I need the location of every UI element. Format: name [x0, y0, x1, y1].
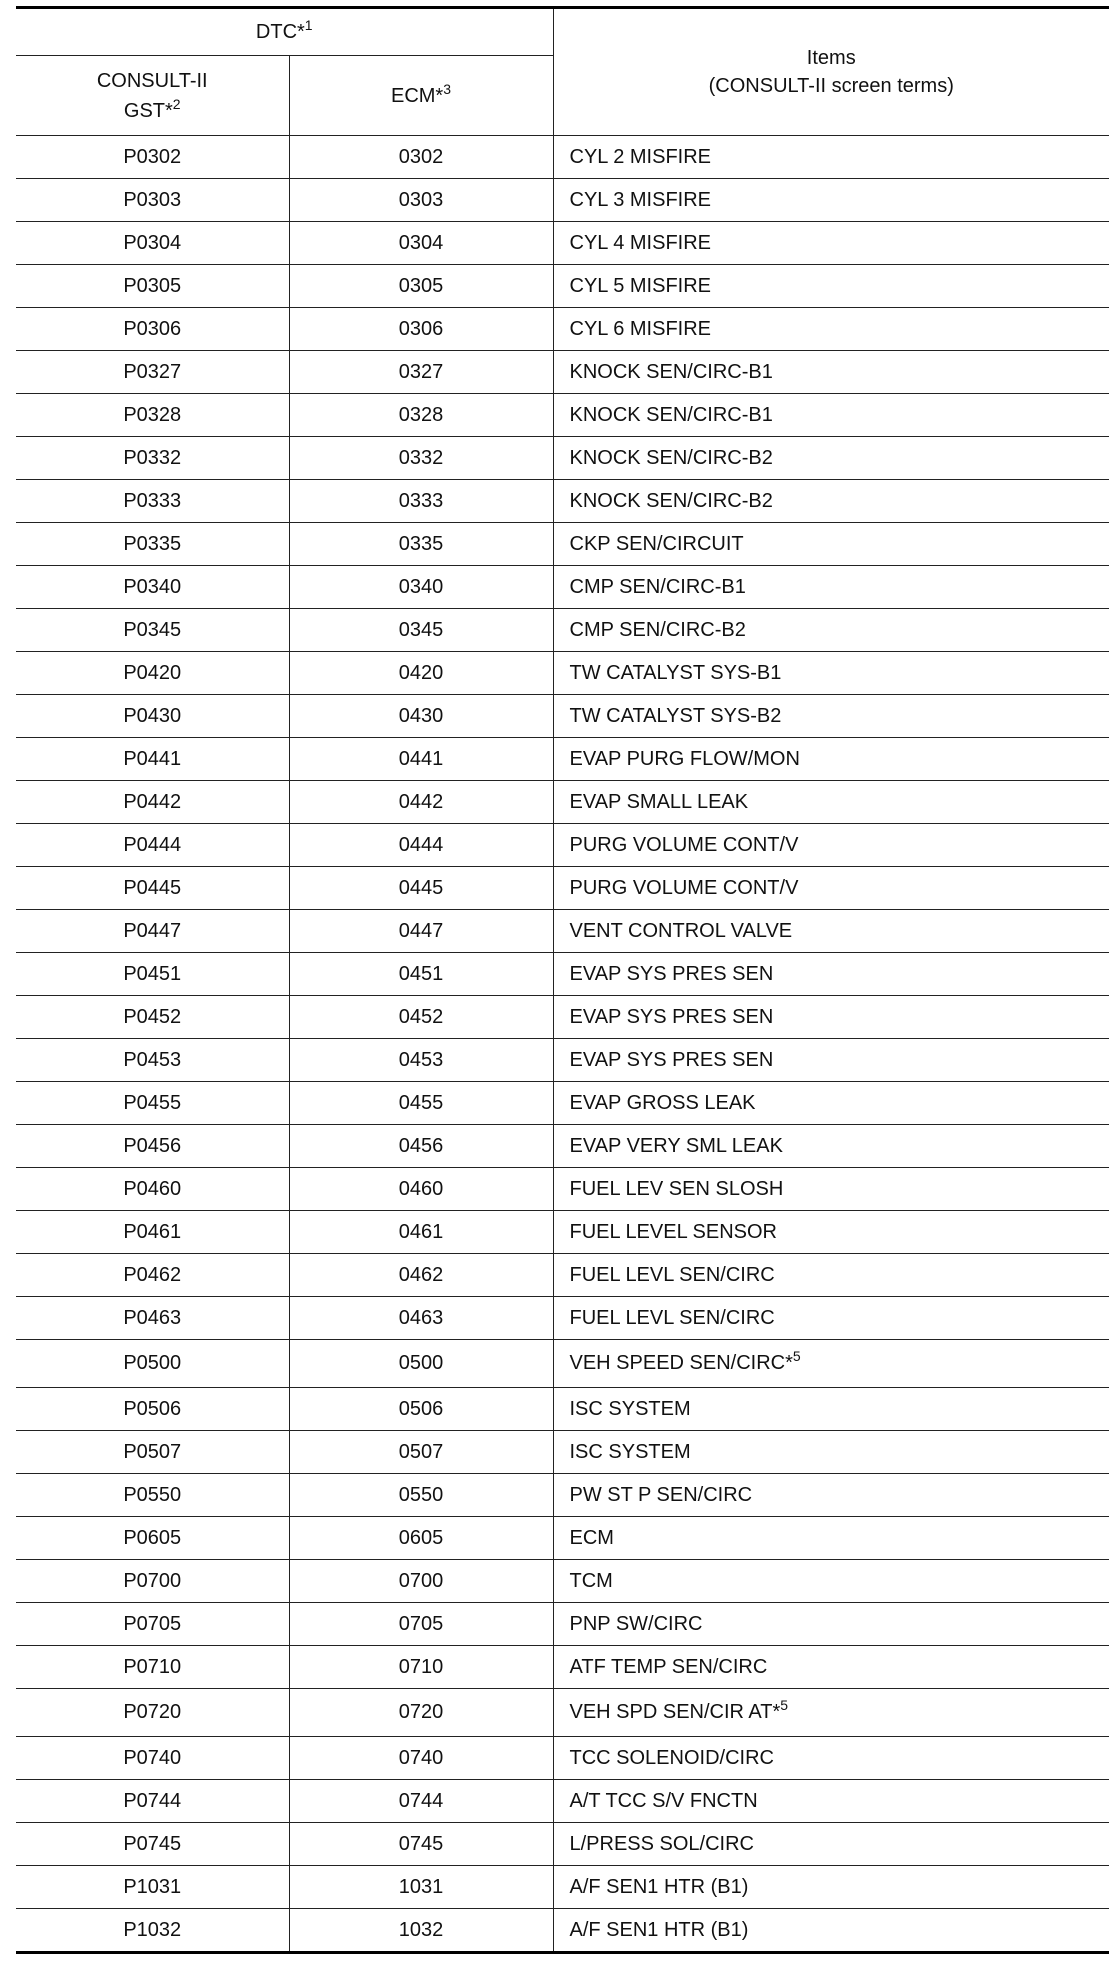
item-cell [553, 222, 1109, 265]
item-text: L/PRESS SOL/CIRC [569, 1832, 755, 1855]
table-row [16, 824, 1109, 867]
item-cell [553, 1737, 1109, 1780]
item-text: EVAP SYS PRES SEN [569, 1048, 774, 1071]
items-header [553, 8, 1109, 136]
gst-code-cell: P0744 [16, 1780, 289, 1823]
gst-code-cell: P0453 [16, 1039, 289, 1082]
table-row [16, 265, 1109, 308]
item-cell [553, 308, 1109, 351]
item-text: CKP SEN/CIRCUIT [569, 532, 744, 555]
ecm-code-cell: 0507 [289, 1431, 553, 1474]
table-row [16, 1168, 1109, 1211]
ecm-code-cell: 0445 [289, 867, 553, 910]
gst-code-cell: P0455 [16, 1082, 289, 1125]
item-text: EVAP SYS PRES SEN [569, 962, 774, 985]
table-row [16, 523, 1109, 566]
item-cell [553, 652, 1109, 695]
item-cell [553, 1168, 1109, 1211]
ecm-code-cell: 0333 [289, 480, 553, 523]
gst-code-cell: P0700 [16, 1560, 289, 1603]
ecm-code-cell: 0710 [289, 1646, 553, 1689]
item-text: EVAP SMALL LEAK [569, 790, 749, 813]
table-row [16, 867, 1109, 910]
items-header-line1: Items [806, 47, 856, 69]
table-row [16, 1737, 1109, 1780]
table-row [16, 609, 1109, 652]
consult-header-line1: CONSULT-II [96, 69, 208, 92]
table-row [16, 1082, 1109, 1125]
gst-code-cell: P0327 [16, 351, 289, 394]
item-text: ISC SYSTEM [569, 1397, 691, 1420]
ecm-code-cell: 0705 [289, 1603, 553, 1646]
item-cell [553, 1823, 1109, 1866]
gst-code-cell: P0507 [16, 1431, 289, 1474]
item-text: FUEL LEVL SEN/CIRC [569, 1263, 775, 1286]
gst-code-cell: P0500 [16, 1340, 289, 1388]
gst-code-cell: P0345 [16, 609, 289, 652]
ecm-code-cell: 1032 [289, 1909, 553, 1953]
item-cell [553, 609, 1109, 652]
gst-code-cell: P0420 [16, 652, 289, 695]
ecm-code-cell: 0430 [289, 695, 553, 738]
table-header [16, 8, 1109, 136]
ecm-code-cell: 0447 [289, 910, 553, 953]
table-row [16, 1125, 1109, 1168]
table-row [16, 1909, 1109, 1953]
item-cell [553, 910, 1109, 953]
gst-code-cell: P0444 [16, 824, 289, 867]
table-row [16, 695, 1109, 738]
table-row [16, 1297, 1109, 1340]
table-row [16, 1388, 1109, 1431]
item-text: FUEL LEVL SEN/CIRC [569, 1306, 775, 1329]
item-text: CYL 4 MISFIRE [569, 231, 712, 254]
item-cell [553, 1866, 1109, 1909]
item-text: TCC SOLENOID/CIRC [569, 1746, 774, 1769]
table-row [16, 136, 1109, 179]
ecm-code-cell: 0720 [289, 1689, 553, 1737]
ecm-code-cell: 0744 [289, 1780, 553, 1823]
dtc-header-label: DTC* [255, 21, 305, 43]
ecm-code-cell: 0420 [289, 652, 553, 695]
ecm-code-cell: 0444 [289, 824, 553, 867]
item-cell [553, 1039, 1109, 1082]
item-text: PNP SW/CIRC [569, 1612, 703, 1635]
gst-code-cell: P0451 [16, 953, 289, 996]
item-text: VENT CONTROL VALVE [569, 919, 793, 942]
table-row [16, 1517, 1109, 1560]
table-row [16, 437, 1109, 480]
item-text: ISC SYSTEM [569, 1440, 691, 1463]
ecm-code-cell: 1031 [289, 1866, 553, 1909]
item-cell [553, 1297, 1109, 1340]
item-cell [553, 351, 1109, 394]
item-cell [553, 1388, 1109, 1431]
ecm-code-cell: 0461 [289, 1211, 553, 1254]
item-cell [553, 781, 1109, 824]
item-text: FUEL LEV SEN SLOSH [569, 1177, 784, 1200]
item-text: EVAP VERY SML LEAK [569, 1134, 783, 1157]
ecm-code-cell: 0451 [289, 953, 553, 996]
table-row [16, 738, 1109, 781]
item-cell [553, 1517, 1109, 1560]
table-row [16, 1603, 1109, 1646]
ecm-code-cell: 0462 [289, 1254, 553, 1297]
item-cell [553, 996, 1109, 1039]
ecm-code-cell: 0700 [289, 1560, 553, 1603]
item-text: EVAP PURG FLOW/MON [569, 747, 800, 770]
item-text: TW CATALYST SYS-B2 [569, 704, 782, 727]
item-cell [553, 1125, 1109, 1168]
gst-code-cell: P1031 [16, 1866, 289, 1909]
gst-code-cell: P0550 [16, 1474, 289, 1517]
ecm-code-cell: 0442 [289, 781, 553, 824]
gst-code-cell: P0303 [16, 179, 289, 222]
gst-code-cell: P0447 [16, 910, 289, 953]
ecm-code-cell: 0441 [289, 738, 553, 781]
item-cell [553, 738, 1109, 781]
item-text: VEH SPEED SEN/CIRC* [569, 1352, 793, 1374]
item-cell [553, 1431, 1109, 1474]
table-row [16, 308, 1109, 351]
item-text: CYL 2 MISFIRE [569, 145, 712, 168]
gst-code-cell: P0506 [16, 1388, 289, 1431]
gst-code-cell: P0430 [16, 695, 289, 738]
ecm-code-cell: 0745 [289, 1823, 553, 1866]
gst-code-cell: P0304 [16, 222, 289, 265]
ecm-code-cell: 0455 [289, 1082, 553, 1125]
gst-code-cell: P0442 [16, 781, 289, 824]
item-text: ECM [569, 1526, 614, 1549]
table-row [16, 910, 1109, 953]
item-text: CMP SEN/CIRC-B2 [569, 618, 746, 641]
table-row [16, 1474, 1109, 1517]
table-body [16, 136, 1109, 1953]
item-cell [553, 867, 1109, 910]
ecm-code-cell: 0304 [289, 222, 553, 265]
item-cell [553, 953, 1109, 996]
item-cell [553, 179, 1109, 222]
item-text: PW ST P SEN/CIRC [569, 1483, 753, 1506]
table-row [16, 566, 1109, 609]
gst-code-cell: P0710 [16, 1646, 289, 1689]
ecm-code-cell: 0306 [289, 308, 553, 351]
item-cell [553, 136, 1109, 179]
table-row [16, 1560, 1109, 1603]
item-text: EVAP GROSS LEAK [569, 1091, 756, 1114]
items-header-line2: (CONSULT-II screen terms) [708, 75, 954, 97]
gst-code-cell: P0460 [16, 1168, 289, 1211]
gst-code-cell: P0340 [16, 566, 289, 609]
gst-code-cell: P0335 [16, 523, 289, 566]
gst-code-cell: P0328 [16, 394, 289, 437]
ecm-code-cell: 0452 [289, 996, 553, 1039]
item-text: KNOCK SEN/CIRC-B1 [569, 403, 773, 426]
table-row [16, 1039, 1109, 1082]
item-text: FUEL LEVEL SENSOR [569, 1220, 777, 1243]
table-row [16, 953, 1109, 996]
gst-code-cell: P0452 [16, 996, 289, 1039]
item-cell [553, 265, 1109, 308]
ecm-code-cell: 0550 [289, 1474, 553, 1517]
ecm-code-cell: 0460 [289, 1168, 553, 1211]
gst-code-cell: P0461 [16, 1211, 289, 1254]
gst-code-cell: P0305 [16, 265, 289, 308]
gst-code-cell: P0333 [16, 480, 289, 523]
item-text: TCM [569, 1569, 613, 1592]
item-cell [553, 523, 1109, 566]
item-cell [553, 1780, 1109, 1823]
item-footnote: 5 [780, 1697, 789, 1713]
table-row [16, 1646, 1109, 1689]
table-row [16, 996, 1109, 1039]
gst-code-cell: P0745 [16, 1823, 289, 1866]
ecm-header-label: ECM* [390, 84, 444, 107]
item-text: KNOCK SEN/CIRC-B2 [569, 489, 773, 512]
item-cell [553, 1689, 1109, 1737]
item-cell [553, 1603, 1109, 1646]
gst-code-cell: P0332 [16, 437, 289, 480]
gst-header-footnote: 2 [172, 95, 181, 112]
gst-header-label: GST* [123, 99, 173, 122]
ecm-code-cell: 0605 [289, 1517, 553, 1560]
item-cell [553, 1909, 1109, 1953]
item-text: KNOCK SEN/CIRC-B2 [569, 446, 773, 469]
table-row [16, 1823, 1109, 1866]
ecm-code-cell: 0340 [289, 566, 553, 609]
gst-code-cell: P0605 [16, 1517, 289, 1560]
ecm-header [289, 56, 553, 136]
table-row [16, 351, 1109, 394]
item-footnote: 5 [792, 1348, 801, 1364]
table-row [16, 1431, 1109, 1474]
item-cell [553, 437, 1109, 480]
table-row [16, 179, 1109, 222]
item-text: CYL 6 MISFIRE [569, 317, 712, 340]
item-text: ATF TEMP SEN/CIRC [569, 1655, 768, 1678]
item-text: PURG VOLUME CONT/V [569, 876, 799, 899]
item-text: TW CATALYST SYS-B1 [569, 661, 782, 684]
item-cell [553, 1340, 1109, 1388]
item-text: CMP SEN/CIRC-B1 [569, 575, 746, 598]
table-row [16, 1689, 1109, 1737]
ecm-code-cell: 0335 [289, 523, 553, 566]
gst-code-cell: P0463 [16, 1297, 289, 1340]
item-cell [553, 1646, 1109, 1689]
ecm-code-cell: 0463 [289, 1297, 553, 1340]
table-row [16, 394, 1109, 437]
dtc-header-footnote: 1 [304, 17, 313, 33]
ecm-header-footnote: 3 [443, 80, 452, 97]
ecm-code-cell: 0303 [289, 179, 553, 222]
gst-code-cell: P0302 [16, 136, 289, 179]
dtc-header [16, 8, 553, 56]
table-row [16, 1866, 1109, 1909]
gst-code-cell: P0462 [16, 1254, 289, 1297]
ecm-code-cell: 0345 [289, 609, 553, 652]
gst-code-cell: P0705 [16, 1603, 289, 1646]
item-cell [553, 824, 1109, 867]
item-text: A/T TCC S/V FNCTN [569, 1789, 758, 1812]
consult-gst-header [16, 56, 289, 136]
gst-code-cell: P1032 [16, 1909, 289, 1953]
ecm-code-cell: 0500 [289, 1340, 553, 1388]
item-text: EVAP SYS PRES SEN [569, 1005, 774, 1028]
item-text: CYL 5 MISFIRE [569, 274, 712, 297]
ecm-code-cell: 0453 [289, 1039, 553, 1082]
dtc-table [16, 6, 1109, 1954]
item-cell [553, 480, 1109, 523]
table-row [16, 652, 1109, 695]
item-cell [553, 1254, 1109, 1297]
item-cell [553, 695, 1109, 738]
gst-code-cell: P0456 [16, 1125, 289, 1168]
table-row [16, 781, 1109, 824]
ecm-code-cell: 0305 [289, 265, 553, 308]
gst-code-cell: P0740 [16, 1737, 289, 1780]
table-row [16, 480, 1109, 523]
gst-code-cell: P0445 [16, 867, 289, 910]
item-cell [553, 566, 1109, 609]
gst-code-cell: P0306 [16, 308, 289, 351]
item-cell [553, 1474, 1109, 1517]
table-row [16, 1211, 1109, 1254]
item-text: CYL 3 MISFIRE [569, 188, 712, 211]
gst-code-cell: P0720 [16, 1689, 289, 1737]
ecm-code-cell: 0506 [289, 1388, 553, 1431]
item-text: A/F SEN1 HTR (B1) [569, 1875, 749, 1898]
table-row [16, 1254, 1109, 1297]
item-text: A/F SEN1 HTR (B1) [569, 1918, 749, 1941]
table-row [16, 1340, 1109, 1388]
item-text: VEH SPD SEN/CIR AT* [569, 1701, 781, 1723]
table-row [16, 1780, 1109, 1823]
ecm-code-cell: 0740 [289, 1737, 553, 1780]
table-row [16, 222, 1109, 265]
ecm-code-cell: 0456 [289, 1125, 553, 1168]
item-text: KNOCK SEN/CIRC-B1 [569, 360, 773, 383]
gst-code-cell: P0441 [16, 738, 289, 781]
ecm-code-cell: 0332 [289, 437, 553, 480]
dtc-table-container [16, 6, 1109, 1954]
item-text: PURG VOLUME CONT/V [569, 833, 799, 856]
ecm-code-cell: 0328 [289, 394, 553, 437]
item-cell [553, 1211, 1109, 1254]
ecm-code-cell: 0327 [289, 351, 553, 394]
item-cell [553, 1082, 1109, 1125]
item-cell [553, 394, 1109, 437]
ecm-code-cell: 0302 [289, 136, 553, 179]
item-cell [553, 1560, 1109, 1603]
